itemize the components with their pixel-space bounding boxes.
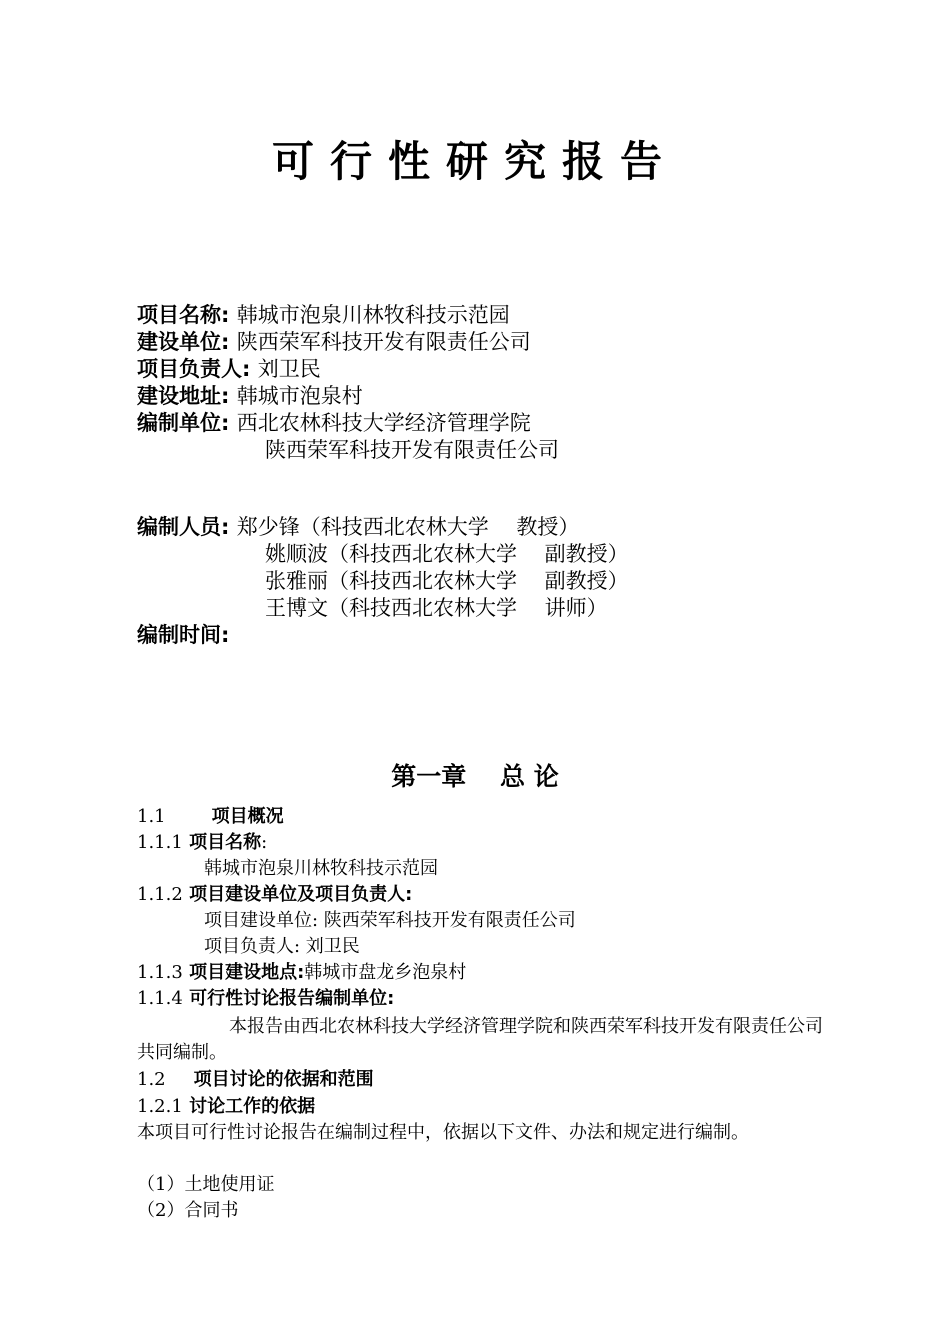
section-number: 1.2	[137, 1069, 166, 1090]
report-title: 可行性研究报告	[271, 137, 678, 186]
section-heading: 项目讨论的依据和范围	[193, 1069, 374, 1090]
section-heading: 项目建设地点:	[189, 962, 305, 983]
compiler-row: 编制单位: 西北农林科技大学经济管理学院	[137, 411, 531, 435]
compiler-label: 编制单位	[137, 411, 221, 435]
section-1-1	[137, 804, 284, 830]
section-number: 1.1.3	[137, 962, 183, 983]
section-heading: 项目建设单位及项目负责人:	[189, 884, 413, 905]
section-number: 1.1.1	[137, 832, 183, 853]
section-1-1-1: 1.1.1 项目名称:	[137, 832, 268, 853]
address-label: 建设地址	[137, 384, 221, 408]
section-heading: 讨论工作的依据	[189, 1096, 316, 1117]
staff-member: 王博文（科技西北农林大学 讲师）	[265, 596, 608, 620]
builder-row: 建设单位: 陕西荣军科技开发有限责任公司	[137, 330, 531, 354]
time-row: 编制时间:	[137, 623, 230, 647]
list-item: （1）土地使用证	[137, 1174, 275, 1195]
section-1-1-4	[137, 986, 394, 1012]
leader-text: 项目负责人: 刘卫民	[204, 936, 360, 957]
list-item: （2）合同书	[137, 1200, 239, 1221]
staff-row: 编制人员: 郑少锋（科技西北农林大学 教授）	[137, 515, 580, 539]
section-heading: 项目概况	[211, 806, 284, 827]
address-row: 建设地址: 韩城市泡泉村	[137, 384, 363, 408]
project-name-value: 韩城市泡泉川林牧科技示范园	[236, 303, 510, 327]
builder-text: 项目建设单位: 陕西荣军科技开发有限责任公司	[204, 910, 576, 931]
project-name-label: 项目名称	[137, 303, 221, 327]
staff-member: 郑少锋（科技西北农林大学 教授）	[236, 515, 580, 539]
section-1-2-1	[137, 1094, 315, 1120]
compiler-paragraph: 本报告由西北农林科技大学经济管理学院和陕西荣军科技开发有限责任公司共同编制。	[137, 1016, 823, 1063]
time-label: 编制时间	[137, 623, 221, 647]
address-value: 韩城市泡泉村	[236, 384, 363, 408]
staff-member: 姚顺波（科技西北农林大学 副教授）	[265, 542, 629, 566]
compiler-value-1: 西北农林科技大学经济管理学院	[236, 411, 531, 435]
leader-label: 项目负责人	[137, 357, 242, 381]
staff-member: 张雅丽（科技西北农林大学 副教授）	[265, 569, 629, 593]
project-name-text: 韩城市泡泉川林牧科技示范园	[204, 858, 438, 879]
leader-value: 刘卫民	[257, 357, 321, 381]
section-1-1-2	[137, 882, 412, 908]
builder-label: 建设单位	[137, 330, 221, 354]
project-name-row: 项目名称: 韩城市泡泉川林牧科技示范园	[137, 303, 510, 327]
section-number: 1.1.4	[137, 988, 183, 1009]
compiler-value-2: 陕西荣军科技开发有限责任公司	[265, 438, 559, 462]
section-heading: 项目名称	[189, 832, 262, 853]
location-text: 韩城市盘龙乡泡泉村	[304, 962, 467, 983]
staff-label: 编制人员	[137, 515, 221, 539]
section-1-1-3	[137, 960, 466, 986]
section-heading: 可行性讨论报告编制单位:	[189, 988, 395, 1009]
section-number: 1.2.1	[137, 1096, 183, 1117]
section-number: 1.1.2	[137, 884, 183, 905]
basis-paragraph: 本项目可行性讨论报告在编制过程中，依据以下文件、办法和规定进行编制。	[137, 1122, 749, 1143]
leader-row: 项目负责人: 刘卫民	[137, 357, 321, 381]
chapter-title: 第一章 总 论	[391, 762, 559, 791]
section-number: 1.1	[137, 806, 166, 827]
builder-value: 陕西荣军科技开发有限责任公司	[236, 330, 531, 354]
section-1-2	[137, 1067, 374, 1093]
